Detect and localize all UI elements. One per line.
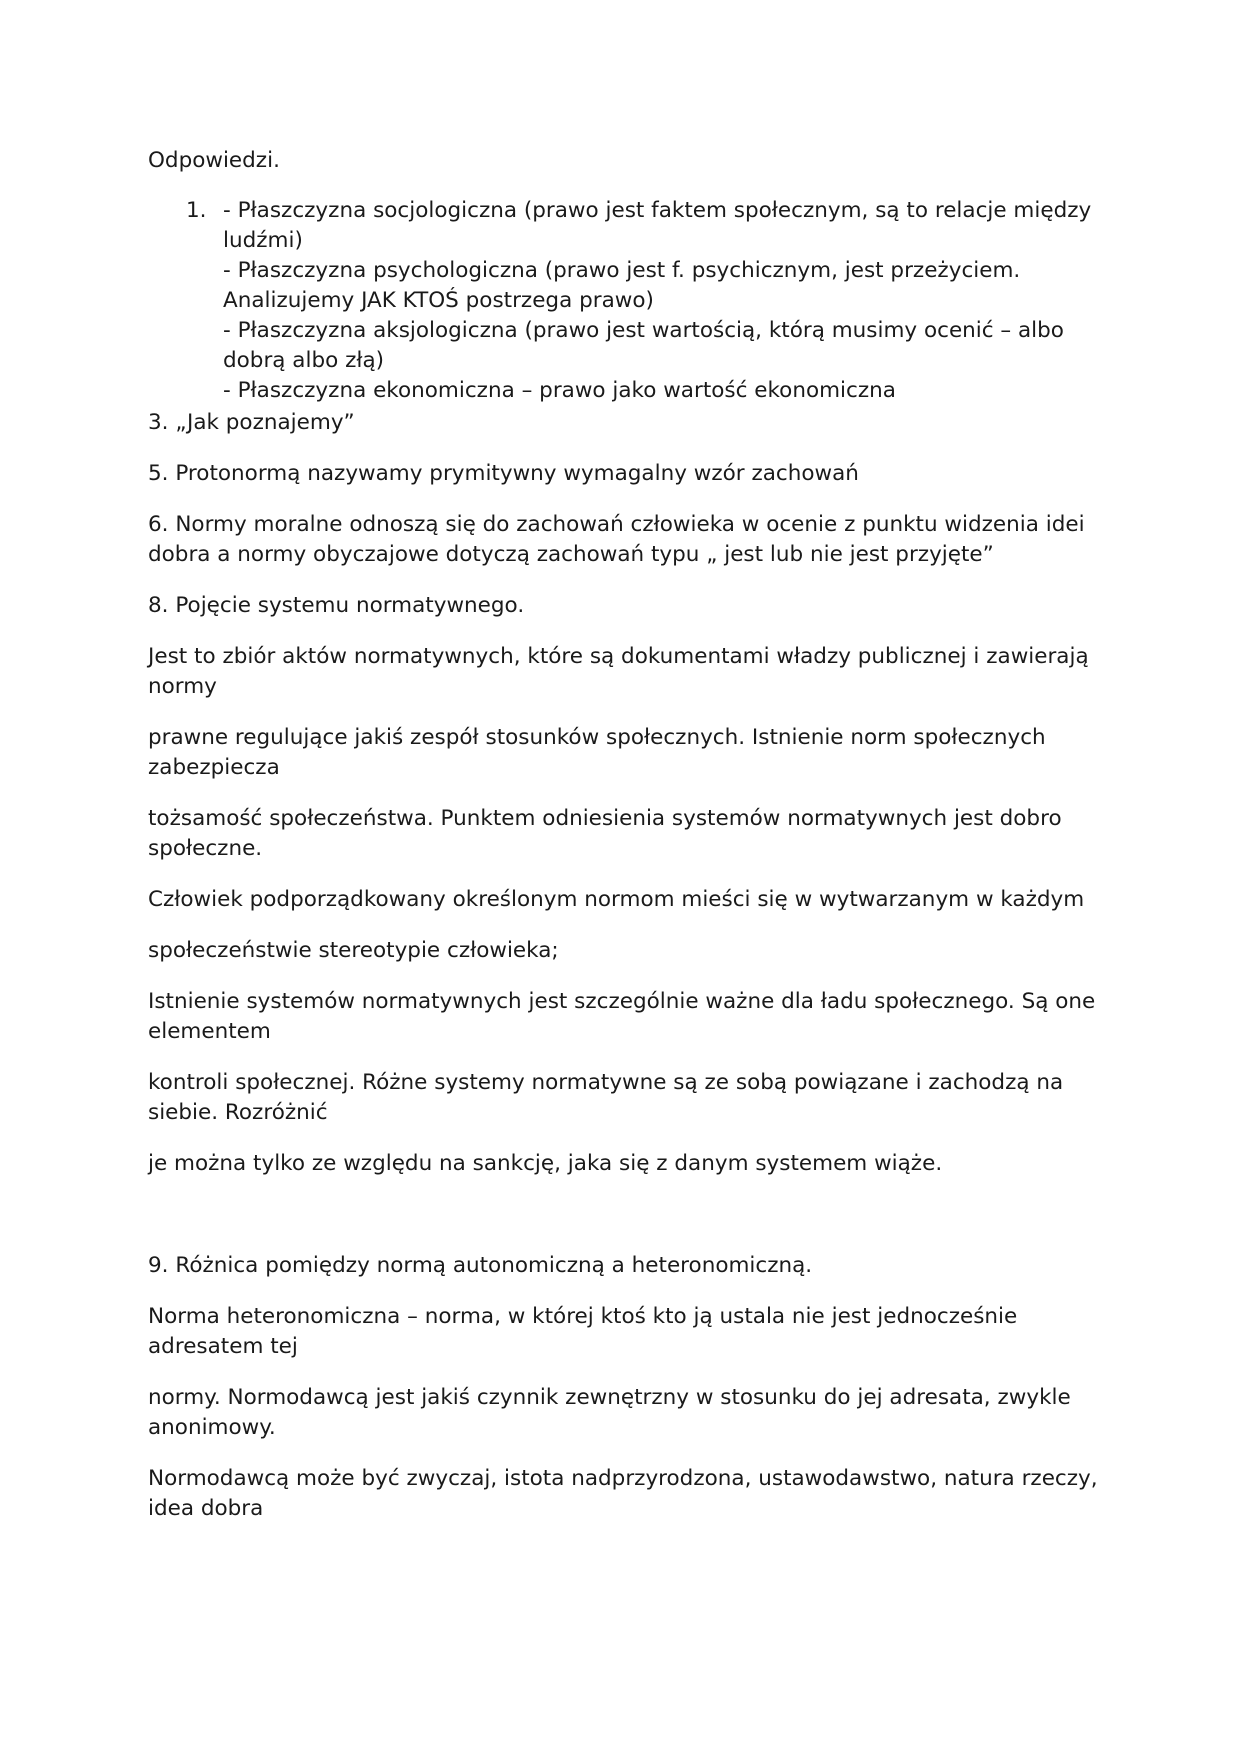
section-heading: 9. Różnica pomiędzy normą autonomiczną a heteronomiczną. (148, 1253, 813, 1278)
blank-line (148, 1200, 1098, 1251)
paragraph: 3. „Jak poznajemy” (148, 410, 355, 435)
list-number: 1. (186, 198, 207, 223)
paragraph: tożsamość społeczeństwa. Punktem odniesienia systemów normatywnych jest dobro społeczne. (148, 806, 1062, 861)
paragraph: kontroli społecznej. Różne systemy normatywne są ze sobą powiązane i zachodzą na siebie. Rozróżnić (148, 1070, 1064, 1125)
paragraph: 5. Protonormą nazywamy prymitywny wymagalny wzór zachowań (148, 461, 859, 486)
numbered-list-item (148, 196, 1098, 406)
paragraph: normy. Normodawcą jest jakiś czynnik zewnętrzny w stosunku do jej adresata, zwykle anonimowy. (148, 1385, 1071, 1440)
list-line: - Płaszczyzna ekonomiczna – prawo jako wartość ekonomiczna (223, 378, 896, 403)
paragraph: społeczeństwie stereotypie człowieka; (148, 938, 559, 963)
section-heading: 8. Pojęcie systemu normatywnego. (148, 593, 525, 618)
document-title: Odpowiedzi. (148, 148, 280, 173)
list-line: - Płaszczyzna socjologiczna (prawo jest faktem społecznym, są to relacje między ludźmi) (223, 198, 1092, 253)
paragraph: Istnienie systemów normatywnych jest szczególnie ważne dla ładu społecznego. Są one elementem (148, 989, 1096, 1044)
document-body (148, 146, 1098, 1545)
paragraph: Jest to zbiór aktów normatywnych, które są dokumentami władzy publicznej i zawierają normy (148, 644, 1089, 699)
list-line: - Płaszczyzna aksjologiczna (prawo jest wartością, którą musimy ocenić – albo dobrą albo złą) (223, 318, 1064, 373)
list-line: - Płaszczyzna psychologiczna (prawo jest f. psychicznym, jest przeżyciem. Analizujemy JAK KTOŚ postrzega prawo) (223, 258, 1021, 313)
paragraph: Normodawcą może być zwyczaj, istota nadprzyrodzona, ustawodawstwo, natura rzeczy, idea dobra (148, 1466, 1098, 1521)
paragraph: 6. Normy moralne odnoszą się do zachowań człowieka w ocenie z punktu widzenia idei dobra a normy obyczajowe dotyczą zachowań typu „ jest lub nie jest przyjęte” (148, 512, 1085, 567)
paragraph: Człowiek podporządkowany określonym normom mieści się w wytwarzanym w każdym (148, 887, 1085, 912)
paragraph: prawne regulujące jakiś zespół stosunków społecznych. Istnienie norm społecznych zabezpiecza (148, 725, 1046, 780)
paragraph: Norma heteronomiczna – norma, w której ktoś kto ją ustala nie jest jednocześnie adresatem tej (148, 1304, 1018, 1359)
paragraph: je można tylko ze względu na sankcję, jaka się z danym systemem wiąże. (148, 1151, 943, 1176)
